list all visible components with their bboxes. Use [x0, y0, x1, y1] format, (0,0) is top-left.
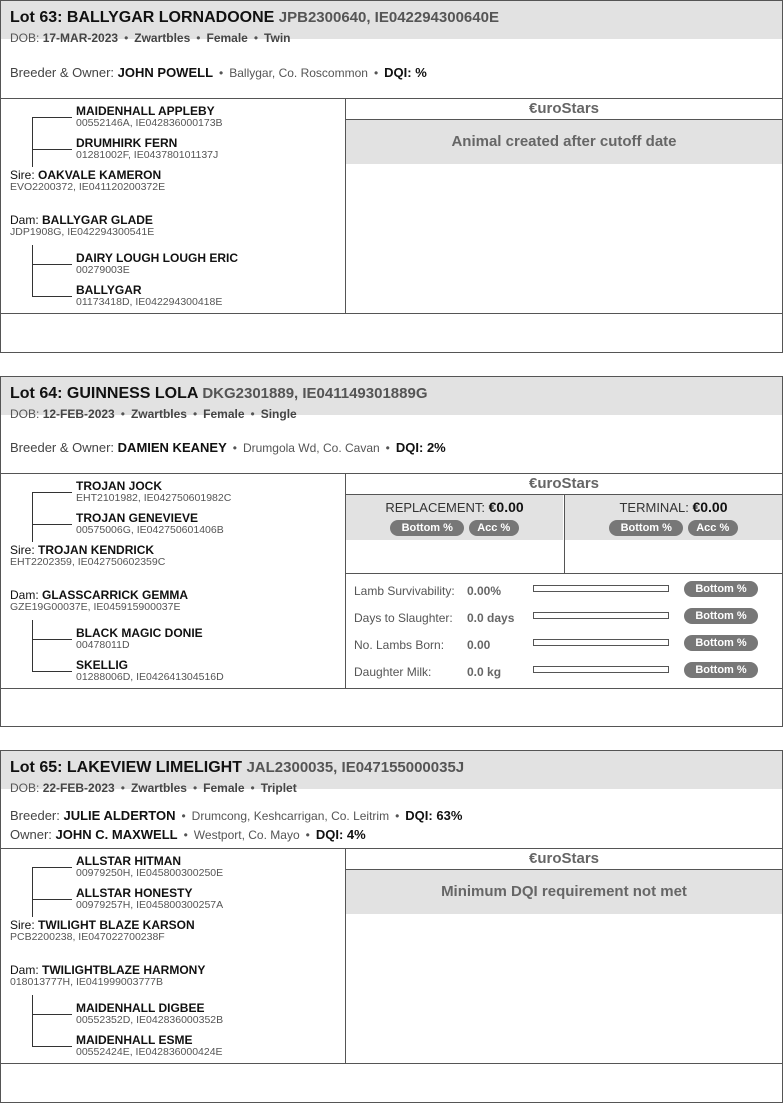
eurostars-title: €uroStars [346, 99, 782, 120]
pedigree [1, 849, 346, 1063]
dqi-value: 2% [426, 440, 446, 455]
dam-tags: 018013777H, IE041999003777B [10, 976, 163, 988]
lot-details: DOB: 22-FEB-2023 • Zwartbles • Female • Triplet [10, 781, 297, 795]
breeder-line: Breeder: JULIE ALDERTON • Drumcong, Keshcarrigan, Co. Leitrim • DQI: 63% [10, 808, 463, 823]
terminal-index: TERMINAL: €0.00 Bottom % Acc % [565, 495, 782, 540]
dam-tags: GZE19G00037E, IE045915900037E [10, 601, 181, 613]
dam-dam-name: SKELLIG [76, 658, 129, 672]
lot-title: Lot 64: GUINNESS LOLA DKG2301889, IE041149301889G [10, 385, 428, 402]
trait-label: Daughter Milk: [354, 665, 432, 679]
sire-tags: EHT2202359, IE042750602359C [10, 556, 166, 568]
dam-sire-name: BLACK MAGIC DONIE [76, 626, 203, 640]
pedigree-connector [32, 671, 72, 672]
lot-body [1, 848, 782, 1064]
pedigree-connector [32, 867, 33, 917]
dam-dam-tags: 00552424E, IE042836000424E [76, 1046, 223, 1058]
pedigree-connector [32, 149, 72, 150]
trait-bar [533, 585, 669, 592]
dob-value: 22-FEB-2023 [42, 781, 115, 795]
lot-card [0, 376, 783, 727]
terminal-accuracy-badge: Acc % [688, 520, 738, 536]
terminal-stars-badge: Bottom % [609, 520, 683, 536]
lot-header [1, 751, 782, 795]
grand-dam-name: DRUMHIRK FERN [76, 136, 178, 150]
breeder-name: JULIE ALDERTON [63, 808, 176, 823]
eurostars-panel [346, 99, 782, 313]
dam-dam-name: MAIDENHALL ESME [76, 1033, 193, 1047]
eurostars-message: Minimum DQI requirement not met [346, 870, 782, 914]
owner-name: JOHN C. MAXWELL [55, 827, 178, 842]
trait-row [354, 583, 747, 598]
pedigree-connector [32, 867, 72, 868]
replacement-accuracy-badge: Acc % [469, 520, 519, 536]
grand-dam-tags: 01281002F, IE043780101137J [76, 149, 219, 161]
breeder-owner-line: Breeder & Owner: DAMIEN KEANEY • Drumgola Wd, Co. Cavan • DQI: 2% [10, 440, 446, 455]
lot-body [1, 98, 782, 314]
trait-value: 0.00% [467, 584, 502, 598]
lot-ids: JPB2300640, IE042294300640E [278, 9, 499, 26]
traits-divider [346, 573, 782, 574]
lot-ids: DKG2301889, IE041149301889G [202, 385, 428, 402]
trait-row [354, 664, 747, 679]
owner-name: DAMIEN KEANEY [117, 440, 227, 455]
pedigree-connector [32, 492, 72, 493]
owner-location: Drumgola Wd, Co. Cavan [242, 441, 380, 455]
trait-bar [533, 612, 669, 619]
eurostars-panel [346, 849, 782, 1063]
grand-dam-name: ALLSTAR HONESTY [76, 886, 193, 900]
replacement-value: €0.00 [488, 499, 524, 515]
pedigree-connector [32, 296, 72, 297]
pedigree-connector [32, 620, 33, 671]
lot-card [0, 750, 783, 1103]
trait-row [354, 610, 747, 625]
pedigree-connector [32, 492, 33, 542]
dqi-value: 4% [346, 827, 366, 842]
pedigree-connector [32, 1046, 72, 1047]
dam-dam-tags: 01173418D, IE042294300418E [76, 296, 223, 308]
dam-sire-tags: 00279003E [76, 264, 130, 276]
pedigree-connector [32, 639, 72, 640]
grand-sire-tags: EHT2101982, IE042750601982C [76, 492, 232, 504]
grand-dam-tags: 00979257H, IE045800300257A [76, 899, 224, 911]
dam-name: Dam: GLASSCARRICK GEMMA [10, 588, 189, 602]
eurostars-title: €uroStars [346, 474, 782, 495]
dam-dam-name: BALLYGAR [76, 283, 142, 297]
terminal-value: €0.00 [692, 499, 728, 515]
dam-sire-name: MAIDENHALL DIGBEE [76, 1001, 205, 1015]
pedigree [1, 474, 346, 688]
dqi-value: 63% [436, 808, 463, 823]
eurostars-title: €uroStars [346, 849, 782, 870]
breed: Zwartbles [130, 781, 187, 795]
pedigree-connector [32, 995, 33, 1046]
pedigree [1, 99, 346, 313]
trait-value: 0.0 days [467, 611, 515, 625]
owner-line: Owner: JOHN C. MAXWELL • Westport, Co. Mayo • DQI: 4% [10, 827, 366, 842]
grand-sire-tags: 00552146A, IE042836000173B [76, 117, 223, 129]
sire-tags: PCB2200238, IE047022700238F [10, 931, 165, 943]
pedigree-connector [32, 117, 33, 167]
birth-type: Twin [264, 31, 291, 45]
lot-title: Lot 65: LAKEVIEW LIMELIGHT JAL2300035, IE047155000035J [10, 759, 465, 776]
breed: Zwartbles [130, 407, 187, 421]
pedigree-connector [32, 524, 72, 525]
dam-tags: JDP1908G, IE042294300541E [10, 226, 155, 238]
sire-name: Sire: TROJAN KENDRICK [10, 543, 155, 557]
lot-ids: JAL2300035, IE047155000035J [246, 759, 465, 776]
lot-body [1, 473, 782, 689]
owner-location: Ballygar, Co. Roscommon [229, 66, 368, 80]
trait-value: 0.00 [467, 638, 491, 652]
birth-type: Triplet [260, 781, 297, 795]
trait-label: No. Lambs Born: [354, 638, 445, 652]
grand-dam-tags: 00575006G, IE042750601406B [76, 524, 224, 536]
grand-dam-name: TROJAN GENEVIEVE [76, 511, 199, 525]
lot-header [1, 377, 782, 421]
grand-sire-tags: 00979250H, IE045800300250E [76, 867, 224, 879]
dob-value: 12-FEB-2023 [42, 407, 115, 421]
replacement-index: REPLACEMENT: €0.00 Bottom % Acc % [346, 495, 563, 540]
eurostars-message: Animal created after cutoff date [346, 120, 782, 164]
trait-badge: Bottom % [684, 662, 758, 678]
trait-label: Lamb Survivability: [354, 584, 455, 598]
dam-sire-tags: 00552352D, IE042836000352B [76, 1014, 224, 1026]
trait-value: 0.0 kg [467, 665, 502, 679]
trait-label: Days to Slaughter: [354, 611, 453, 625]
birth-type: Single [260, 407, 297, 421]
pedigree-connector [32, 899, 72, 900]
grand-sire-name: ALLSTAR HITMAN [76, 854, 182, 868]
pedigree-connector [32, 245, 33, 296]
lot-details: DOB: 17-MAR-2023 • Zwartbles • Female • Twin [10, 31, 291, 45]
sire-tags: EVO2200372, IE041120200372E [10, 181, 166, 193]
dob-value: 17-MAR-2023 [42, 31, 119, 45]
sire-name: Sire: OAKVALE KAMERON [10, 168, 162, 182]
sex: Female [206, 31, 248, 45]
lot-details: DOB: 12-FEB-2023 • Zwartbles • Female • Single [10, 407, 297, 421]
trait-badge: Bottom % [684, 581, 758, 597]
lot-header [1, 1, 782, 45]
pedigree-connector [32, 1014, 72, 1015]
dam-name: Dam: BALLYGAR GLADE [10, 213, 153, 227]
trait-bar [533, 639, 669, 646]
lot-card [0, 0, 783, 353]
dam-name: Dam: TWILIGHTBLAZE HARMONY [10, 963, 206, 977]
dqi-value: % [415, 65, 427, 80]
trait-badge: Bottom % [684, 608, 758, 624]
owner-name: JOHN POWELL [117, 65, 214, 80]
trait-row [354, 637, 747, 652]
trait-bar [533, 666, 669, 673]
dam-dam-tags: 01288006D, IE042641304516D [76, 671, 224, 683]
replacement-stars-badge: Bottom % [390, 520, 464, 536]
breed: Zwartbles [134, 31, 191, 45]
sex: Female [203, 407, 245, 421]
grand-sire-name: MAIDENHALL APPLEBY [76, 104, 215, 118]
owner-location: Westport, Co. Mayo [193, 828, 300, 842]
trait-badge: Bottom % [684, 635, 758, 651]
sex: Female [203, 781, 245, 795]
breeder-owner-line: Breeder & Owner: JOHN POWELL • Ballygar, Co. Roscommon • DQI: % [10, 65, 427, 80]
pedigree-connector [32, 264, 72, 265]
breeder-location: Drumcong, Keshcarrigan, Co. Leitrim [191, 809, 390, 823]
grand-sire-name: TROJAN JOCK [76, 479, 163, 493]
sire-name: Sire: TWILIGHT BLAZE KARSON [10, 918, 195, 932]
pedigree-connector [32, 117, 72, 118]
lot-title: Lot 63: BALLYGAR LORNADOONE JPB2300640, IE042294300640E [10, 9, 499, 26]
dam-sire-tags: 00478011D [76, 639, 130, 651]
dam-sire-name: DAIRY LOUGH LOUGH ERIC [76, 251, 239, 265]
eurostars-panel [346, 474, 782, 688]
